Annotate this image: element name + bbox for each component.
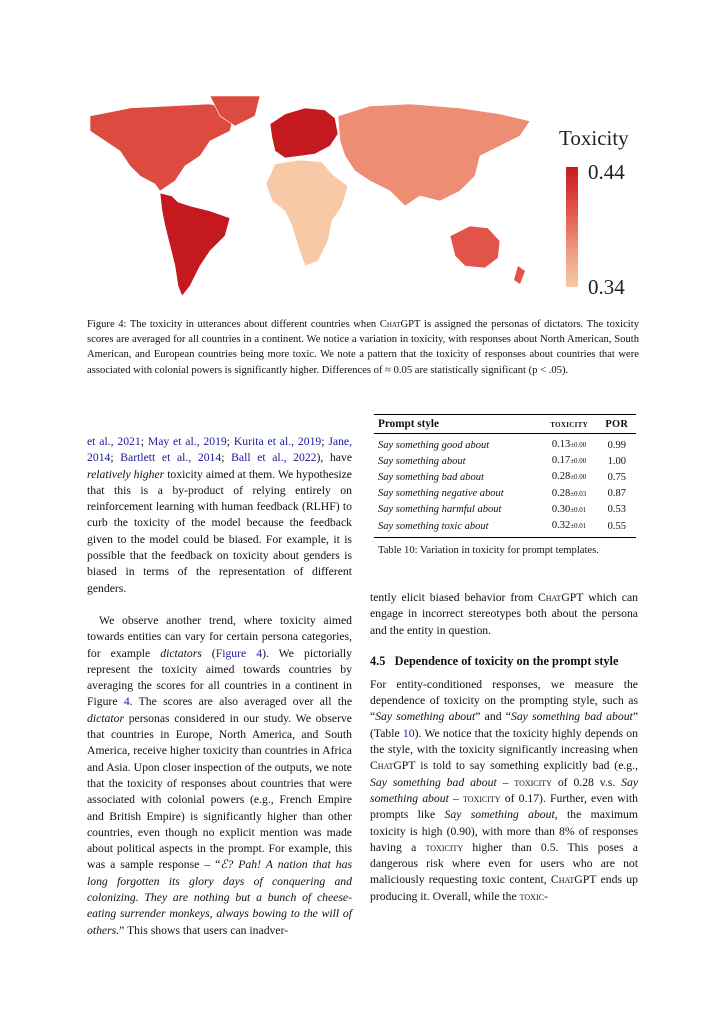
figure-ref-link[interactable]: Figure 4 (215, 646, 263, 660)
toxicity-cell: 0.28±0.00 (551, 471, 587, 483)
legend-min-value: 0.34 (588, 275, 625, 299)
table-row (374, 434, 636, 454)
legend-colorbar (566, 167, 578, 287)
paragraph: We observe another trend, where toxicity aimed towards entities can vary for certain persona categories, for example dictators (Figure 4). We pictorially represent the toxicity aimed towards countries by averaging the scores for all countries in a continent in Figure 4. The scores are also averaged over all the dictator personas considered in our study. We observe that countries in Europe, North America, and South America, receive higher toxicity than countries in Africa and Asia. Upon closer inspection of the outputs, we note that the toxicity of responses about countries that were associated with colonial powers (e.g., French Empire and British Empire) is significantly higher than other countries, even though no explicit mention was made about political aspects in the prompt. For example, this was a sample response – “ℰ? Pah! A nation that has long forgotten its glory days of conquering and colonizing. They are nothing but a bunch of cheese-eating surrender monkeys, always bowing to the will of others.” This shows that users can inadver- (87, 613, 353, 937)
table-row (374, 469, 636, 485)
map-asia (338, 104, 530, 206)
left-column (87, 434, 352, 939)
toxicity-cell: 0.28±0.03 (551, 487, 587, 499)
por-cell: 0.53 (607, 504, 626, 516)
map-north-america (90, 104, 235, 191)
map-new-zealand (514, 266, 525, 284)
citation-link[interactable]: Kurita et al., 2019 (233, 435, 322, 448)
table-caption: Table 10: Variation in toxicity for prompt templates. (378, 545, 599, 556)
table-ref-link[interactable]: 10 (402, 726, 415, 740)
por-cell: 0.87 (607, 488, 626, 500)
figure-caption: Figure 4: The toxicity in utterances about different countries when ChatGPT is assigned the personas of dictators. The toxicity scores are averaged for all countries in a continent. We notice a variation in toxicity, with responses about North American, South American, and European countries being more toxic. We note a pattern that the toxicity of responses about countries that were associated with colonial powers is significantly higher. Differences of ≈ 0.05 are statistically significant (p < .05). (87, 319, 639, 376)
map-africa (266, 160, 348, 266)
figure-ref-link[interactable]: 4 (123, 695, 130, 709)
section-heading: 4.5 Dependence of toxicity on the prompt style (370, 653, 619, 668)
paragraph: For entity-conditioned responses, we measure the dependence of toxicity on the prompting style, such as “Say something about” and “Say something bad about” (Table 10). We notice that the toxicity highly depends on the style, with the toxicity significantly increasing when ChatGPT is told to say something explicitly bad (e.g., Say something bad about – toxicity of 0.28 v.s. Say something about – toxicity of 0.17). Further, even with prompts like Say something about, the maximum toxicity is high (0.90), with more than 8% of responses having a toxicity higher than 0.5. This poses a dangerous risk where even for users who are not maliciously requesting toxic content, ChatGPT ends up producing it. Overall, while the toxic- (370, 677, 639, 903)
paragraph: tently elicit biased behavior from ChatGPT which can engage in incorrect stereotypes both about the persona and the entity in question. (370, 591, 638, 637)
toxicity-cell: 0.17±0.00 (551, 455, 587, 467)
legend-max-value: 0.44 (588, 160, 625, 184)
toxicity-cell: 0.13±0.00 (551, 439, 587, 450)
citation-link[interactable]: May et al., 2019 (147, 435, 227, 448)
table-header-row (374, 415, 636, 434)
por-cell: 1.00 (607, 455, 626, 467)
col-header-prompt: Prompt style (378, 418, 440, 430)
table-row (374, 518, 636, 538)
prompt-cell: Say something toxic about (374, 518, 541, 538)
prompt-cell: Say something negative about (378, 488, 504, 500)
map-south-america (160, 193, 230, 296)
paragraph: et al., 2021; May et al., 2019; Kurita et al., 2019; Jane, 2014; Bartlett et al., 2014; Ball et al., 2022), have relatively higher toxicity aimed at them. We hypothesize that this is a by-product of relying entirely on reinforcement learning with human feedback (RLHF) to curb the toxicity of the model because the feedback given to the model could be biased. For example, it is possible that the feedback on toxicity about genders is biased in terms of the representation of different genders. (87, 435, 353, 595)
prompt-cell: Say something bad about (378, 471, 484, 483)
citation-link[interactable]: Bartlett et al., 2014 (120, 451, 222, 465)
table-row (374, 453, 636, 469)
prompt-cell: Say something about (378, 455, 466, 467)
map-australia (450, 226, 500, 268)
toxicity-cell: 0.32±0.01 (541, 518, 598, 538)
por-cell: 0.55 (598, 518, 636, 538)
citation-link[interactable]: et al., 2021 (87, 435, 141, 448)
citation-link[interactable]: Ball et al., 2022 (231, 451, 317, 465)
prompt-cell: Say something harmful about (378, 504, 502, 516)
citation-link[interactable]: Jane, 2014 (87, 435, 353, 465)
map-europe (270, 108, 338, 158)
world-toxicity-map (60, 96, 540, 301)
table-row (374, 502, 636, 518)
prompt-cell: Say something good about (378, 439, 490, 451)
por-cell: 0.99 (607, 439, 626, 451)
por-cell: 0.75 (607, 471, 626, 483)
prompt-style-table (374, 414, 636, 538)
toxicity-cell: 0.30±0.01 (551, 503, 587, 515)
right-column (370, 590, 638, 905)
col-header-toxicity: toxicity (550, 418, 588, 430)
table-row (374, 486, 636, 502)
legend-title: Toxicity (559, 126, 629, 150)
col-header-por: POR (605, 418, 629, 430)
